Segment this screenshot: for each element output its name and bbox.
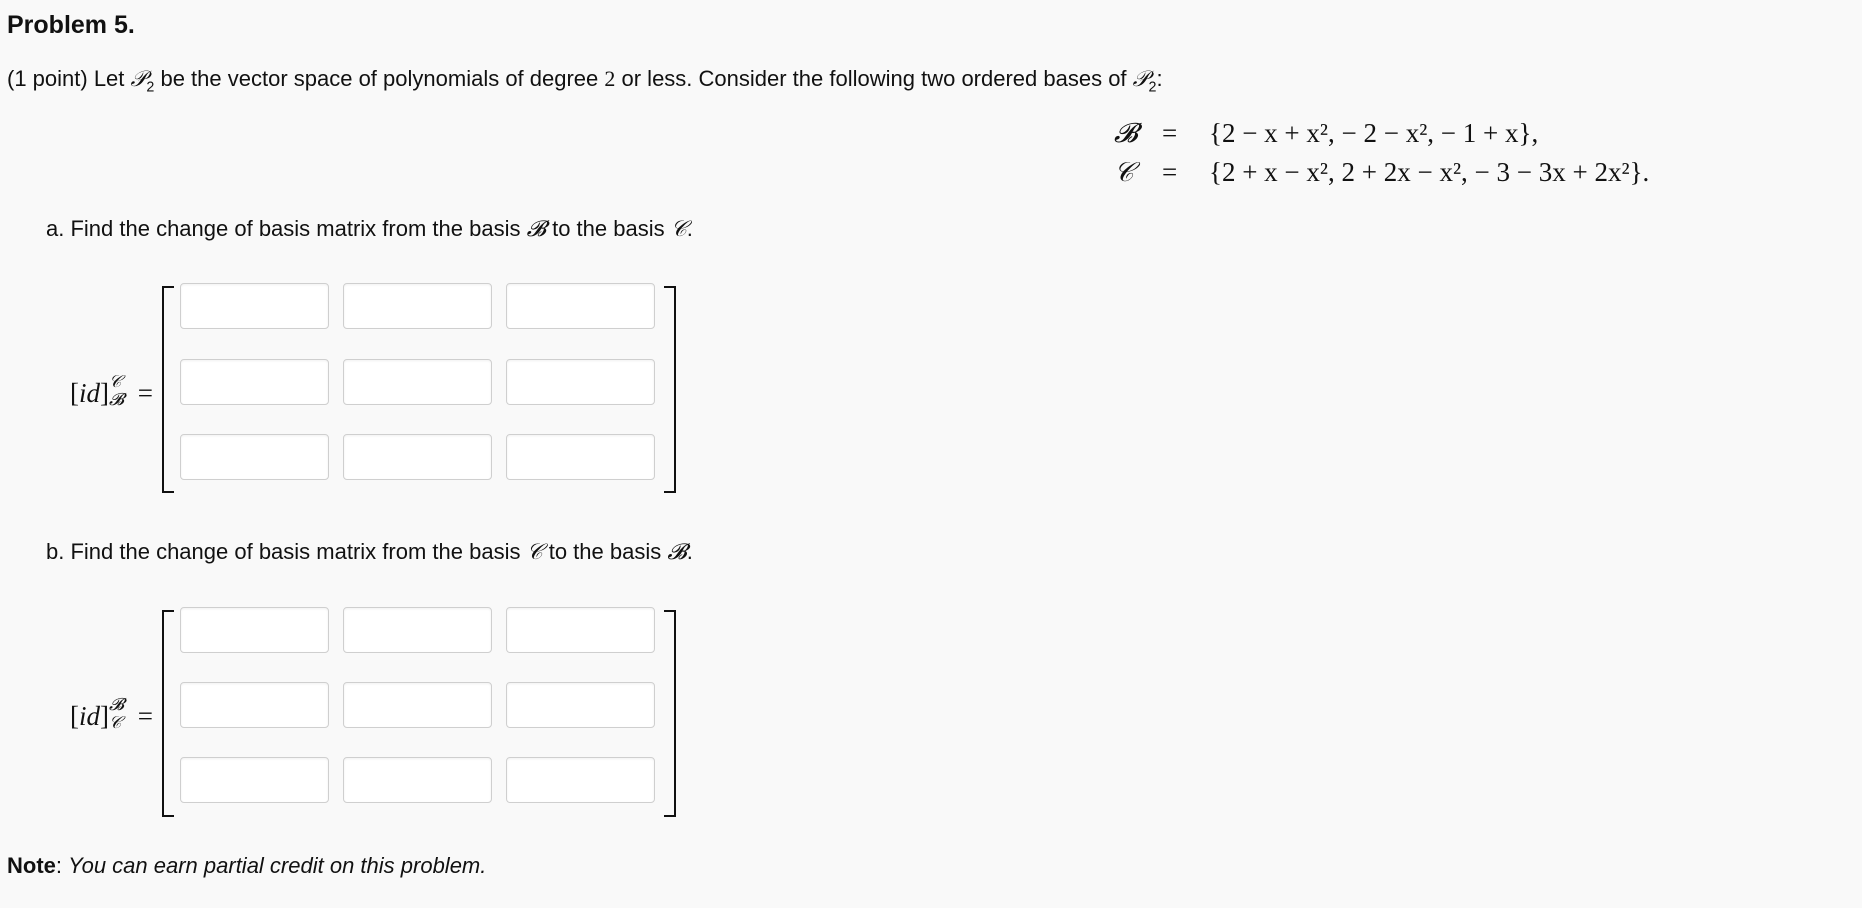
space-subscript-2: 2 bbox=[1148, 79, 1157, 96]
problem-title: Problem 5. bbox=[7, 11, 135, 39]
space-symbol-2: 𝒫 bbox=[1132, 67, 1149, 92]
part-b-label bbox=[46, 539, 693, 565]
part-a-cell-2-3[interactable] bbox=[506, 359, 655, 405]
part-a-cell-2-2[interactable] bbox=[343, 359, 492, 405]
basis-c-equals: = bbox=[1162, 157, 1178, 187]
part-b-text-1: b. Find the change of basis matrix from the basis bbox=[46, 539, 527, 564]
part-b-cell-2-2[interactable] bbox=[343, 682, 492, 728]
part-a-cell-2-1[interactable] bbox=[180, 359, 329, 405]
part-a-lhs-eq: = bbox=[137, 378, 153, 408]
part-a-to: 𝒞 bbox=[670, 217, 687, 242]
part-b-cell-3-3[interactable] bbox=[506, 757, 655, 803]
part-b-from: 𝒞 bbox=[526, 540, 543, 565]
part-a-right-bracket bbox=[664, 286, 676, 493]
part-b-lhs-id: id bbox=[79, 701, 101, 731]
basis-c-symbol: 𝒞 bbox=[1114, 157, 1134, 188]
part-a-lhs-close: ] bbox=[100, 378, 110, 408]
note-sep: : bbox=[55, 853, 69, 878]
intro-text-3: or less. Consider the following two ordered bases of bbox=[615, 66, 1133, 91]
part-a-text-1: a. Find the change of basis matrix from the basis bbox=[46, 216, 527, 241]
degree-value: 2 bbox=[604, 66, 616, 91]
part-a-cell-3-1[interactable] bbox=[180, 434, 329, 480]
basis-b-set: {2 − x + x², − 2 − x², − 1 + x}, bbox=[1209, 118, 1539, 148]
part-a-text-3: . bbox=[686, 216, 693, 241]
part-a-from: 𝓑 bbox=[526, 217, 546, 242]
intro-text-2: be the vector space of polynomials of degree bbox=[154, 66, 605, 91]
note-text: You can earn partial credit on this problem. bbox=[68, 853, 487, 878]
basis-c-set: {2 + x − x², 2 + 2x − x², − 3 − 3x + 2x²}. bbox=[1209, 157, 1650, 187]
part-b-lhs-open: [ bbox=[70, 701, 79, 731]
basis-b-equals: = bbox=[1162, 118, 1178, 148]
part-a-lhs-sup: 𝒞 bbox=[109, 371, 122, 392]
part-b-lhs-sub: 𝒞 bbox=[109, 712, 122, 733]
part-b-cell-3-2[interactable] bbox=[343, 757, 492, 803]
basis-b-symbol: 𝓑 bbox=[1114, 118, 1138, 149]
space-symbol: 𝒫 bbox=[130, 67, 147, 92]
part-a-lhs-sub: 𝓑 bbox=[109, 389, 125, 410]
part-b-lhs-close: ] bbox=[100, 701, 110, 731]
part-b-text-3: . bbox=[686, 539, 693, 564]
part-b-matrix-label bbox=[70, 694, 153, 733]
part-a-lhs-id: id bbox=[79, 378, 101, 408]
intro-colon: : bbox=[1156, 66, 1163, 91]
part-a-left-bracket bbox=[162, 286, 174, 493]
part-a-cell-1-2[interactable] bbox=[343, 283, 492, 329]
part-a-text-2: to the basis bbox=[545, 216, 671, 241]
part-a-lhs-open: [ bbox=[70, 378, 79, 408]
part-a-label bbox=[46, 216, 693, 242]
part-b-right-bracket bbox=[664, 610, 676, 817]
part-b-to: 𝓑 bbox=[667, 540, 687, 565]
part-b-cell-2-3[interactable] bbox=[506, 682, 655, 728]
part-b-cell-2-1[interactable] bbox=[180, 682, 329, 728]
part-b-cell-1-3[interactable] bbox=[506, 607, 655, 653]
part-b-cell-1-1[interactable] bbox=[180, 607, 329, 653]
part-a-cell-3-2[interactable] bbox=[343, 434, 492, 480]
part-b-cell-1-2[interactable] bbox=[343, 607, 492, 653]
partial-credit-note bbox=[7, 853, 486, 879]
part-a-cell-1-3[interactable] bbox=[506, 283, 655, 329]
part-b-lhs-eq: = bbox=[137, 701, 153, 731]
part-a-matrix-label bbox=[70, 371, 153, 410]
part-b-cell-3-1[interactable] bbox=[180, 757, 329, 803]
note-label: Note bbox=[7, 853, 56, 878]
part-a-cell-1-1[interactable] bbox=[180, 283, 329, 329]
part-b-text-2: to the basis bbox=[542, 539, 668, 564]
part-b-lhs-sup: 𝓑 bbox=[109, 694, 125, 715]
problem-intro bbox=[7, 66, 1163, 96]
part-b-left-bracket bbox=[162, 610, 174, 817]
intro-text-1: (1 point) Let bbox=[7, 66, 131, 91]
space-subscript: 2 bbox=[146, 79, 155, 96]
part-a-cell-3-3[interactable] bbox=[506, 434, 655, 480]
